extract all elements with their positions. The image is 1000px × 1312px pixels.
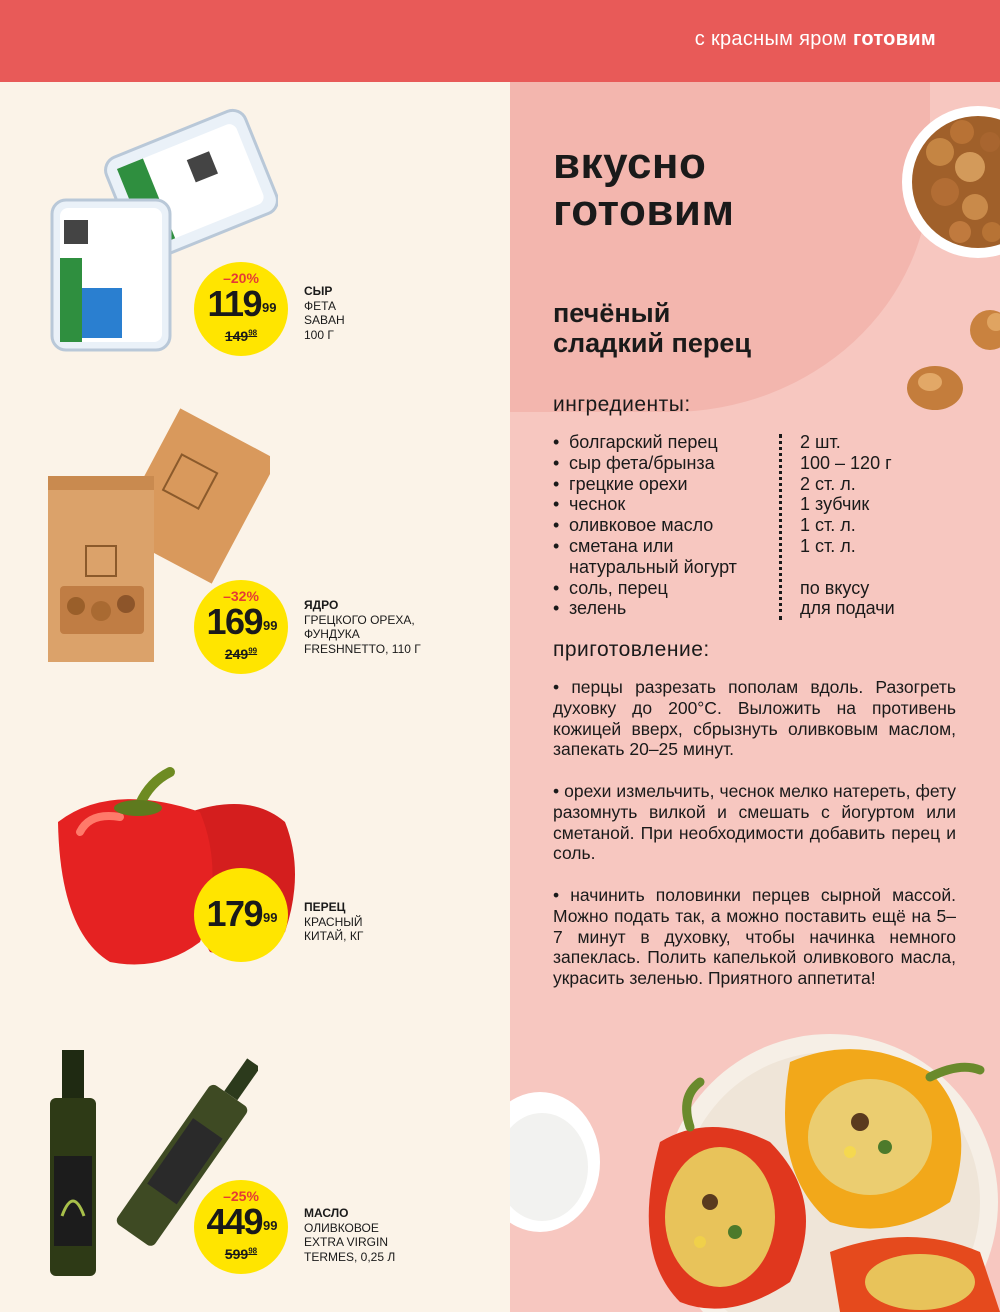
- product-desc-line: ФУНДУКА: [304, 627, 360, 641]
- section-title-bold: готовим: [852, 28, 936, 50]
- price-rubles: 169: [206, 601, 263, 642]
- price: [200, 284, 284, 324]
- recipe-step: • начинить половинки перцев сырной массой. Можно подать так, а можно поставить ещё на 5–7 минут в духовку, чтобы начинка немного запеклась. Полить капелькой оливкового масла, украсить зеленью. Приятного аппетита!: [553, 884, 956, 989]
- product-desc-line: 100 Г: [304, 327, 334, 342]
- ingredient-row: [553, 536, 933, 557]
- ingredient-bullet: •: [553, 473, 560, 494]
- product-name: МАСЛО: [304, 1206, 349, 1220]
- price-kopecks: 99: [263, 910, 278, 925]
- recipe-heading-line: готовим: [553, 186, 735, 235]
- ingredient-name: сметана или: [569, 535, 674, 556]
- product-desc-line: ОЛИВКОВОЕ: [304, 1220, 379, 1235]
- ingredient-row: [553, 557, 933, 578]
- discount-label: –25%: [223, 1188, 259, 1204]
- product-desc-line: ГРЕЦКОГО ОРЕХА,: [304, 612, 415, 627]
- product-desc-line: КИТАЙ, КГ: [304, 929, 364, 943]
- ingredient-qty: для подачи: [800, 598, 895, 619]
- recipe-step: • перцы разрезать пополам вдоль. Разогреть духовку до 200°С. Выложить на противень кожицей вверх, сбрызнуть оливковым маслом, запекать 20–25 минут.: [553, 677, 956, 760]
- ingredient-name: чеснок: [569, 494, 626, 515]
- ingredient-qty: 1 зубчик: [800, 494, 870, 515]
- old-price: [194, 646, 288, 662]
- product-title: [304, 598, 421, 656]
- price-rubles: 119: [207, 283, 262, 324]
- ingredients-divider: [779, 434, 782, 620]
- ingredient-name: болгарский перец: [569, 432, 718, 452]
- product-desc-line: EXTRA VIRGIN: [304, 1235, 389, 1249]
- ingredient-name: зелень: [569, 598, 627, 619]
- section-title-prefix: с красным яром: [694, 28, 848, 50]
- ingredient-row: [553, 474, 933, 495]
- price-kopecks: 99: [263, 1218, 278, 1233]
- ingredient-row: [553, 515, 933, 536]
- ingredient-qty: 1 ст. л.: [800, 535, 856, 556]
- ingredient-name: грецкие орехи: [569, 473, 688, 494]
- product-desc-line: FRESHNETTO, 110 Г: [304, 641, 421, 656]
- product-desc-line: ФЕТА: [304, 298, 337, 313]
- section-title: [695, 28, 936, 51]
- ingredient-qty: 1 ст. л.: [800, 515, 856, 536]
- ingredient-row: [553, 432, 933, 453]
- price-rubles: 179: [206, 893, 263, 934]
- discount-label: –20%: [223, 270, 259, 286]
- ingredients-list: [553, 432, 933, 619]
- ingredient-qty: по вкусу: [800, 577, 870, 598]
- old-price: [194, 1246, 288, 1262]
- ingredient-row: [553, 494, 933, 515]
- product-name: ЯДРО: [304, 598, 339, 612]
- discount-label: –32%: [223, 588, 259, 604]
- price-rubles: 449: [206, 1201, 263, 1242]
- heading-background-shape: [510, 82, 930, 412]
- ingredient-name: соль, перец: [569, 577, 668, 598]
- ingredient-bullet: •: [553, 515, 560, 536]
- product-desc-line: TERMES, 0,25 Л: [304, 1249, 396, 1264]
- price-badge: [194, 580, 288, 674]
- old-price-rubles: 599: [224, 1246, 249, 1262]
- product-desc-line: SABAH: [304, 313, 345, 327]
- old-price-rubles: 149: [224, 328, 249, 344]
- product-title: [304, 1206, 395, 1264]
- price: [200, 602, 284, 642]
- ingredient-bullet: •: [553, 598, 560, 619]
- price-kopecks: 99: [262, 300, 277, 315]
- price-badge: [194, 262, 288, 356]
- dish-title-line: печёный: [553, 298, 671, 328]
- product-title: [304, 284, 345, 342]
- ingredient-row: [553, 578, 933, 599]
- price-badge: [194, 868, 288, 962]
- ingredient-bullet: •: [553, 577, 560, 598]
- ingredient-bullet: •: [553, 535, 560, 556]
- old-price-kopecks: 98: [248, 1246, 258, 1256]
- steps-title: приготовление:: [553, 638, 710, 661]
- ingredient-name: натуральный йогурт: [569, 556, 737, 577]
- recipe-heading: [553, 140, 735, 234]
- product-desc-line: КРАСНЫЙ: [304, 914, 363, 929]
- product-name: ПЕРЕЦ: [304, 900, 346, 914]
- ingredient-qty: 100 – 120 г: [800, 452, 892, 473]
- walnut-bowl-image: [900, 82, 1000, 412]
- ingredient-row: [553, 453, 933, 474]
- price-kopecks: 99: [263, 618, 278, 633]
- ingredient-name: сыр фета/брынза: [569, 452, 715, 473]
- old-price: [194, 328, 288, 344]
- ingredient-qty: 2 ст. л.: [800, 473, 856, 494]
- recipe-heading-line: вкусно: [553, 139, 707, 188]
- old-price-kopecks: 99: [248, 646, 258, 656]
- top-banner: [0, 0, 1000, 82]
- ingredient-qty: 2 шт.: [800, 432, 841, 452]
- price: [200, 1202, 284, 1242]
- product-title: [304, 900, 363, 944]
- price-badge: [194, 1180, 288, 1274]
- old-price-kopecks: 98: [248, 328, 258, 338]
- dish-title-line: сладкий перец: [553, 328, 751, 358]
- ingredient-bullet: •: [553, 432, 560, 452]
- ingredient-bullet: •: [553, 452, 560, 473]
- ingredient-row: [553, 598, 933, 619]
- dish-title: [553, 298, 751, 358]
- stuffed-peppers-image: [510, 1002, 1000, 1312]
- price: [200, 894, 284, 934]
- recipe-step: • орехи измельчить, чеснок мелко натереть, фету разомнуть вилкой и смешать с йогуртом или сметаной. При необходимости добавить перец и соль.: [553, 780, 956, 864]
- ingredients-title: ингредиенты:: [553, 393, 691, 416]
- recipe-steps: [553, 677, 956, 1010]
- old-price-rubles: 249: [224, 646, 249, 662]
- ingredient-name: оливковое масло: [569, 515, 714, 536]
- ingredient-bullet: •: [553, 494, 560, 515]
- product-name: СЫР: [304, 284, 333, 298]
